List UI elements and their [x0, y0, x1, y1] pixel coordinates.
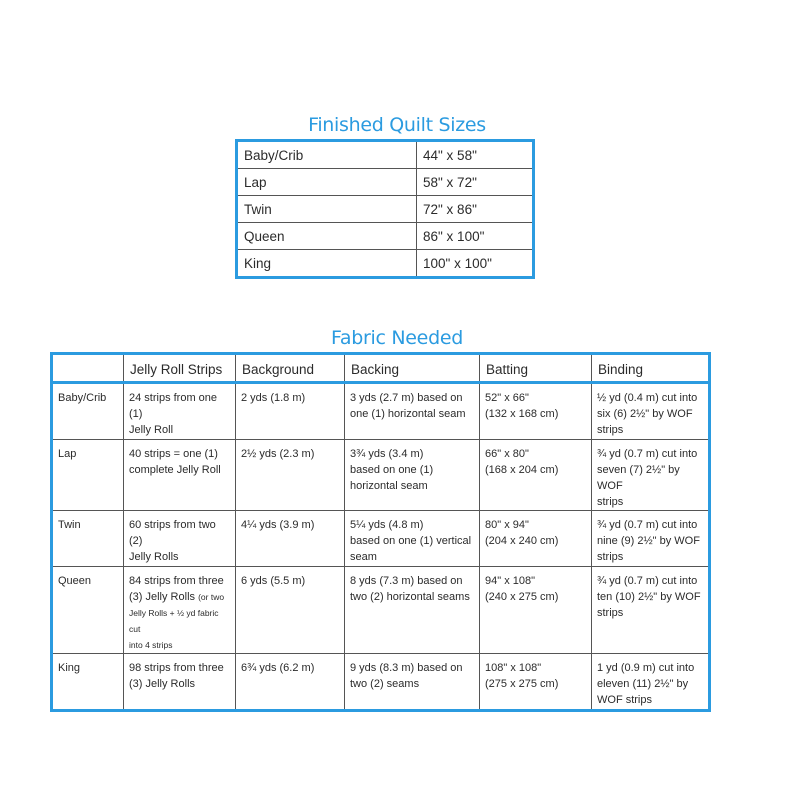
header-jelly-roll-strips: Jelly Roll Strips — [124, 354, 236, 383]
table-row — [52, 654, 710, 711]
jelly-main-text: 84 strips from three (3) Jelly Rolls — [129, 575, 224, 603]
binding-cell: 1 yd (0.9 m) cut into eleven (11) 2½" by WOF strips — [592, 654, 710, 711]
size-dims-cell: 100" x 100" — [417, 250, 534, 278]
size-name-cell: Twin — [237, 196, 417, 223]
finished-quilt-sizes-table — [235, 139, 535, 279]
batting-cell: 66" x 80" (168 x 204 cm) — [480, 440, 592, 511]
table-header-row — [52, 354, 710, 383]
background-cell: 2½ yds (2.3 m) — [236, 440, 345, 511]
batting-cell: 52" x 66" (132 x 168 cm) — [480, 383, 592, 440]
table-row — [52, 567, 710, 654]
row-size-cell: Queen — [52, 567, 124, 654]
background-cell: 2 yds (1.8 m) — [236, 383, 345, 440]
batting-cell: 80" x 94" (204 x 240 cm) — [480, 511, 592, 567]
header-batting: Batting — [480, 354, 592, 383]
table-row — [237, 250, 534, 278]
fabric-needed-title: Fabric Needed — [331, 327, 463, 349]
jelly-cell: 40 strips = one (1) complete Jelly Roll — [124, 440, 236, 511]
header-backing: Backing — [345, 354, 480, 383]
header-empty — [52, 354, 124, 383]
size-name-cell: Lap — [237, 169, 417, 196]
table-row — [52, 383, 710, 440]
size-name-cell: Queen — [237, 223, 417, 250]
size-name-cell: King — [237, 250, 417, 278]
table-row — [52, 440, 710, 511]
binding-cell: ½ yd (0.4 m) cut into six (6) 2½" by WOF strips — [592, 383, 710, 440]
binding-cell: ¾ yd (0.7 m) cut into ten (10) 2½" by WOF strips — [592, 567, 710, 654]
row-size-cell: King — [52, 654, 124, 711]
jelly-cell — [124, 567, 236, 654]
jelly-cell: 98 strips from three (3) Jelly Rolls — [124, 654, 236, 711]
backing-cell: 3¾ yds (3.4 m) based on one (1) horizontal seam — [345, 440, 480, 511]
jelly-cell: 24 strips from one (1) Jelly Roll — [124, 383, 236, 440]
backing-cell: 9 yds (8.3 m) based on two (2) seams — [345, 654, 480, 711]
header-background: Background — [236, 354, 345, 383]
table-row — [237, 169, 534, 196]
row-size-cell: Baby/Crib — [52, 383, 124, 440]
background-cell: 6 yds (5.5 m) — [236, 567, 345, 654]
background-cell: 6¾ yds (6.2 m) — [236, 654, 345, 711]
backing-cell: 5¼ yds (4.8 m) based on one (1) vertical seam — [345, 511, 480, 567]
jelly-note-text: (or two Jelly Rolls + ½ yd fabric cut into 4 strips — [129, 592, 225, 650]
table-row — [237, 141, 534, 169]
size-dims-cell: 58" x 72" — [417, 169, 534, 196]
size-dims-cell: 86" x 100" — [417, 223, 534, 250]
background-cell: 4¼ yds (3.9 m) — [236, 511, 345, 567]
fabric-needed-table — [50, 352, 711, 712]
table-row — [237, 196, 534, 223]
row-size-cell: Twin — [52, 511, 124, 567]
jelly-cell: 60 strips from two (2) Jelly Rolls — [124, 511, 236, 567]
batting-cell: 94" x 108" (240 x 275 cm) — [480, 567, 592, 654]
size-dims-cell: 72" x 86" — [417, 196, 534, 223]
backing-cell: 3 yds (2.7 m) based on one (1) horizontal seam — [345, 383, 480, 440]
row-size-cell: Lap — [52, 440, 124, 511]
binding-cell: ¾ yd (0.7 m) cut into seven (7) 2½" by WOF strips — [592, 440, 710, 511]
table-row — [237, 223, 534, 250]
table-row — [52, 511, 710, 567]
size-name-cell: Baby/Crib — [237, 141, 417, 169]
binding-cell: ¾ yd (0.7 m) cut into nine (9) 2½" by WOF strips — [592, 511, 710, 567]
batting-cell: 108" x 108" (275 x 275 cm) — [480, 654, 592, 711]
finished-quilt-sizes-title: Finished Quilt Sizes — [308, 114, 486, 136]
size-dims-cell: 44" x 58" — [417, 141, 534, 169]
backing-cell: 8 yds (7.3 m) based on two (2) horizontal seams — [345, 567, 480, 654]
header-binding: Binding — [592, 354, 710, 383]
